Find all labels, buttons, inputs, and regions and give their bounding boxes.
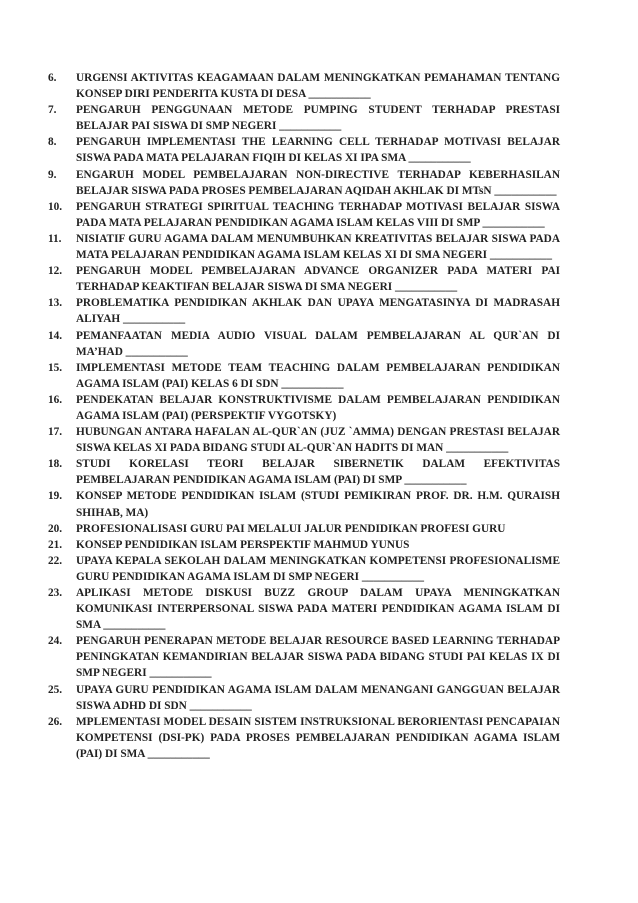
item-number: 25.: [48, 683, 63, 696]
item-title: MPLEMENTASI MODEL DESAIN SISTEM INSTRUKSIONAL BERORIENTASI PENCAPAIAN KOMPETENSI (DSI-PK) PADA PROSES PEMBELAJARAN PENDIDIKAN AGAMA ISLAM (PAI) DI SMA ___________: [76, 715, 560, 760]
item-number: 26.: [48, 715, 63, 728]
list-item: [48, 714, 560, 762]
item-number: 16.: [48, 393, 63, 406]
item-number: 9.: [48, 168, 57, 181]
item-title: PENGARUH PENERAPAN METODE BELAJAR RESOURCE BASED LEARNING TERHADAP PENINGKATAN KEMANDIRIAN BELAJAR SISWA PADA BIDANG STUDI PAI KELAS IX DI SMP NEGERI ___________: [76, 635, 560, 680]
item-number: 7.: [48, 104, 57, 117]
item-title: URGENSI AKTIVITAS KEAGAMAAN DALAM MENINGKATKAN PEMAHAMAN TENTANG KONSEP DIRI PENDERITA KUSTA DI DESA ___________: [76, 72, 560, 101]
item-title: KONSEP PENDIDIKAN ISLAM PERSPEKTIF MAHMUD YUNUS: [76, 538, 410, 551]
item-number: 19.: [48, 490, 63, 503]
list-item: [48, 424, 560, 456]
item-title: IMPLEMENTASI METODE TEAM TEACHING DALAM PEMBELAJARAN PENDIDIKAN AGAMA ISLAM (PAI) KELAS 6 DI SDN ___________: [76, 361, 560, 390]
item-title: UPAYA KEPALA SEKOLAH DALAM MENINGKATKAN KOMPETENSI PROFESIONALISME GURU PENDIDIKAN AGAMA ISLAM DI SMP NEGERI ___________: [76, 554, 560, 583]
item-number: 15.: [48, 361, 63, 374]
thesis-title-list: [48, 70, 560, 762]
list-item: [48, 263, 560, 295]
list-item: [48, 521, 560, 537]
list-item: [48, 167, 560, 199]
item-title: NISIATIF GURU AGAMA DALAM MENUMBUHKAN KREATIVITAS BELAJAR SISWA PADA MATA PELAJARAN PENDIDIKAN AGAMA ISLAM KELAS XI DI SMA NEGERI ___________: [76, 232, 560, 262]
item-number: 11.: [48, 232, 62, 245]
item-title: APLIKASI METODE DISKUSI BUZZ GROUP DALAM UPAYA MENINGKATKAN KOMUNIKASI INTERPERSONAL SISWA PADA MATERI PENDIDIKAN AGAMA ISLAM DI SMA ___________: [76, 587, 560, 632]
list-item: [48, 328, 560, 360]
item-number: 13.: [48, 297, 63, 310]
item-number: 23.: [48, 587, 63, 599]
list-item: [48, 585, 560, 633]
item-title: PENDEKATAN BELAJAR KONSTRUKTIVISME DALAM PEMBELAJARAN PENDIDIKAN AGAMA ISLAM (PAI) (PERSPEKTIF VYGOTSKY): [76, 393, 560, 422]
item-title: PENGARUH MODEL PEMBELAJARAN ADVANCE ORGANIZER PADA MATERI PAI TERHADAP KEAKTIFAN BELAJAR SISWA DI SMA NEGERI ___________: [76, 265, 560, 294]
item-number: 18.: [48, 458, 63, 471]
item-title: KONSEP METODE PENDIDIKAN ISLAM (STUDI PEMIKIRAN PROF. DR. H.M. QURAISH SHIHAB, MA): [76, 490, 560, 519]
item-title: HUBUNGAN ANTARA HAFALAN AL-QUR`AN (JUZ `AMMA) DENGAN PRESTASI BELAJAR SISWA KELAS XI PADA BIDANG STUDI AL-QUR`AN HADITS DI MAN ___________: [76, 426, 560, 455]
list-item: [48, 488, 560, 520]
item-title: ENGARUH MODEL PEMBELAJARAN NON-DIRECTIVE TERHADAP KEBERHASILAN BELAJAR SISWA PADA PROSES PEMBELAJARAN AQIDAH AKHLAK DI MTsN ___________: [76, 168, 560, 197]
item-number: 17.: [48, 426, 63, 439]
list-item: [48, 633, 560, 681]
list-item: [48, 102, 560, 134]
list-item: [48, 199, 560, 231]
list-item: [48, 682, 560, 714]
item-title: PROBLEMATIKA PENDIDIKAN AKHLAK DAN UPAYA MENGATASINYA DI MADRASAH ALIYAH ___________: [76, 297, 560, 326]
item-number: 22.: [48, 554, 63, 567]
item-title: PENGARUH STRATEGI SPIRITUAL TEACHING TERHADAP MOTIVASI BELAJAR SISWA PADA MATA PELAJARAN PENDIDIKAN AGAMA ISLAM KELAS VIII DI SMP ___________: [76, 200, 560, 229]
item-title: STUDI KORELASI TEORI BELAJAR SIBERNETIK DALAM EFEKTIVITAS PEMBELAJARAN PENDIDIKAN AGAMA ISLAM (PAI) DI SMP ___________: [76, 458, 560, 487]
list-item: [48, 537, 560, 553]
list-item: [48, 295, 560, 327]
list-item: [48, 231, 560, 263]
item-number: 8.: [48, 136, 57, 149]
list-item: [48, 456, 560, 488]
list-item: [48, 134, 560, 166]
list-item: [48, 553, 560, 585]
list-item: [48, 360, 560, 392]
item-title: UPAYA GURU PENDIDIKAN AGAMA ISLAM DALAM MENANGANI GANGGUAN BELAJAR SISWA ADHD DI SDN ___________: [76, 683, 560, 712]
item-title: PROFESIONALISASI GURU PAI MELALUI JALUR PENDIDIKAN PROFESI GURU: [76, 522, 506, 535]
list-item: [48, 70, 560, 102]
item-number: 6.: [48, 72, 57, 84]
item-number: 24.: [48, 635, 63, 648]
item-number: 12.: [48, 265, 63, 278]
item-number: 20.: [48, 522, 63, 535]
item-title: PEMANFAATAN MEDIA AUDIO VISUAL DALAM PEMBELAJARAN AL QUR`AN DI MA’HAD ___________: [76, 329, 560, 358]
item-title: PENGARUH IMPLEMENTASI THE LEARNING CELL TERHADAP MOTIVASI BELAJAR SISWA PADA MATA PELAJARAN FIQIH DI KELAS XI IPA SMA ___________: [76, 136, 560, 165]
item-title: PENGARUH PENGGUNAAN METODE PUMPING STUDENT TERHADAP PRESTASI BELAJAR PAI SISWA DI SMP NEGERI ___________: [76, 104, 560, 133]
item-number: 14.: [48, 329, 63, 342]
item-number: 10.: [48, 200, 63, 213]
item-number: 21.: [48, 538, 63, 551]
list-item: [48, 392, 560, 424]
